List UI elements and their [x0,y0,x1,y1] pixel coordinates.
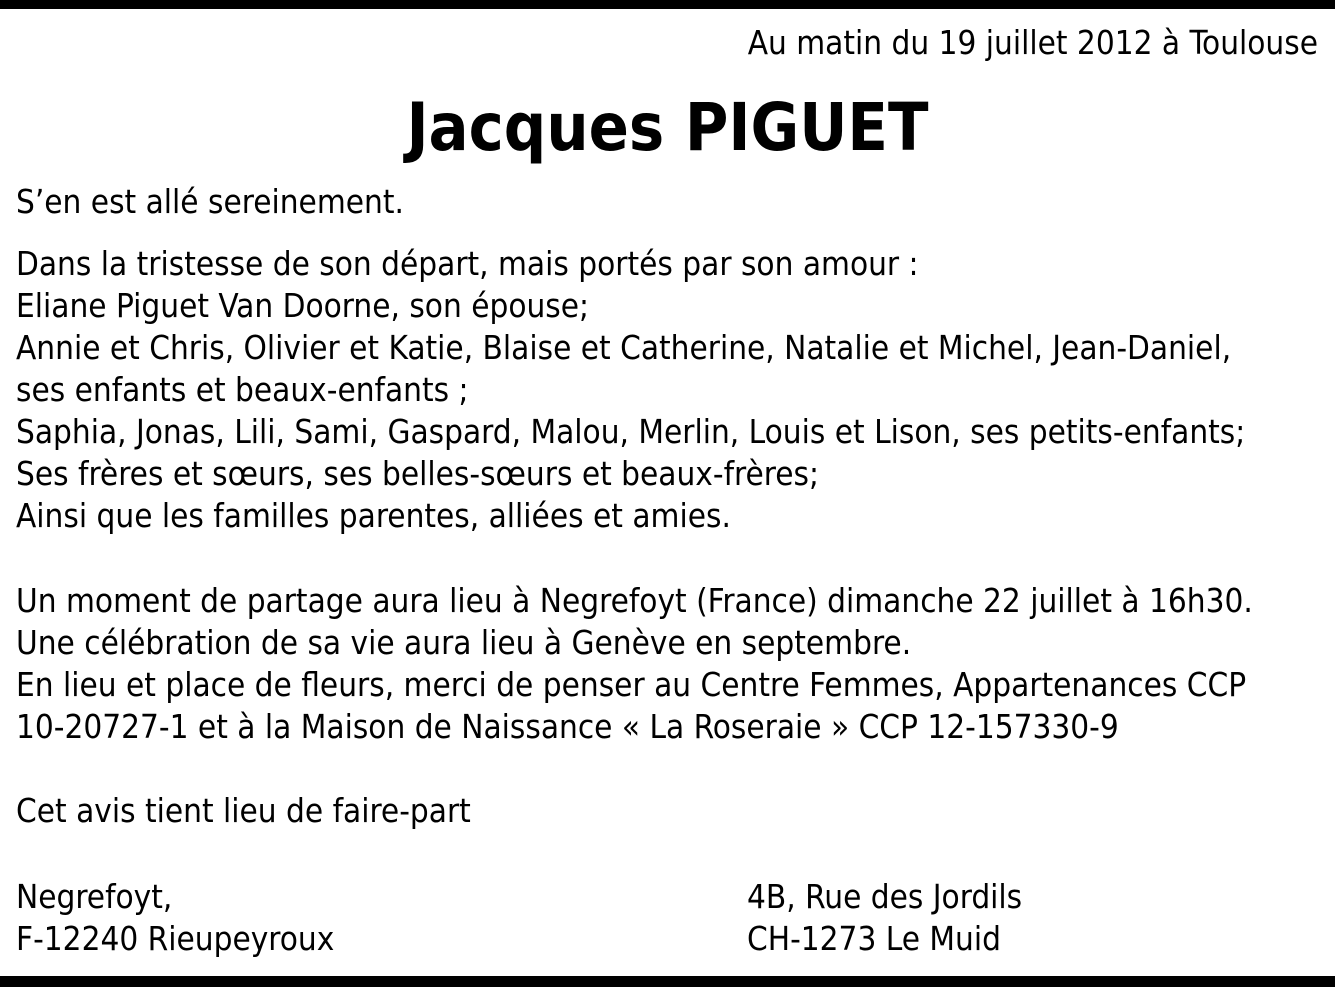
dateline: Au matin du 19 juillet 2012 à Toulouse [747,23,1318,62]
intro-line: S’en est allé sereinement. [16,182,404,221]
notice-line: Cet avis tient lieu de faire-part [16,791,471,830]
family-line: Saphia, Jonas, Lili, Sami, Gaspard, Malou, Merlin, Louis et Lison, ses petits-enfants; [16,412,1246,451]
address-right-line1: 4B, Rue des Jordils [747,877,1023,916]
address-left-line1: Negrefoyt, [16,877,173,916]
ceremony-line: 10-20727-1 et à la Maison de Naissance « La Roseraie » CCP 12-157330-9 [16,707,1119,746]
family-line: Ainsi que les familles parentes, alliées et amies. [16,496,731,535]
family-line: Dans la tristesse de son départ, mais portés par son amour : [16,244,919,283]
ceremony-line: En lieu et place de fleurs, merci de penser au Centre Femmes, Appartenances CCP [16,665,1247,704]
family-line: Eliane Piguet Van Doorne, son épouse; [16,286,590,325]
family-line: ses enfants et beaux-enfants ; [16,370,469,409]
bottom-border-rule [0,976,1335,987]
top-border-rule [0,0,1335,9]
ceremony-line: Un moment de partage aura lieu à Negrefoyt (France) dimanche 22 juillet à 16h30. [16,581,1253,620]
address-right-line2: CH-1273 Le Muid [747,919,1001,958]
family-line: Annie et Chris, Olivier et Katie, Blaise et Catherine, Natalie et Michel, Jean-Daniel, [16,328,1232,367]
address-left-line2: F-12240 Rieupeyroux [16,919,335,958]
ceremony-line: Une célébration de sa vie aura lieu à Genève en septembre. [16,623,912,662]
deceased-name: Jacques PIGUET [406,89,929,166]
family-line: Ses frères et sœurs, ses belles-sœurs et beaux-frères; [16,454,819,493]
